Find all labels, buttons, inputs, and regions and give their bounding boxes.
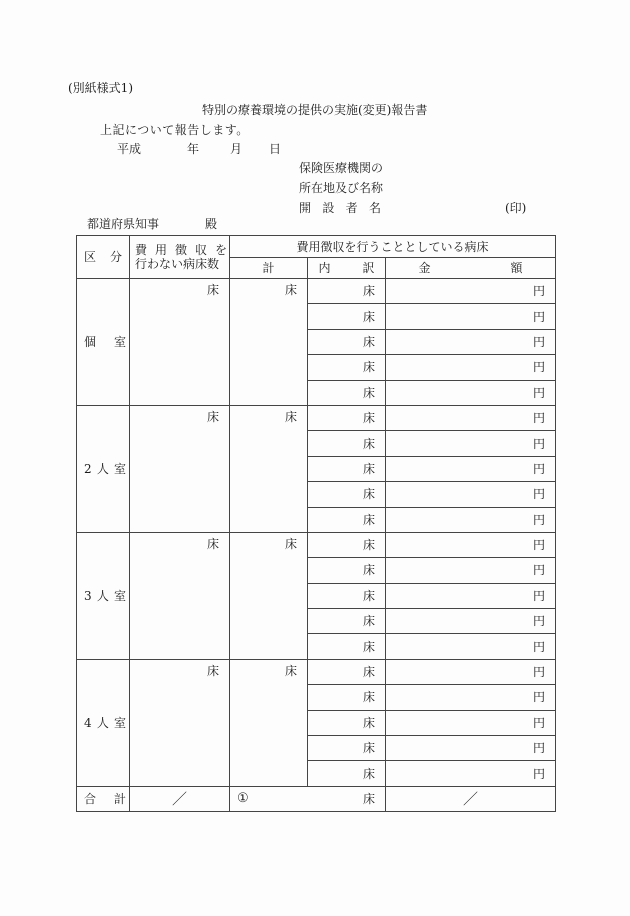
header-total: 計 [230, 258, 308, 279]
date-era-label: 平成 [117, 142, 142, 156]
breakdown-cell: 床 [308, 685, 386, 710]
amount-cell: 円 [386, 431, 556, 456]
date-day-label: 日 [269, 142, 282, 156]
amount-cell: 円 [386, 609, 556, 634]
addressee-honorific: 殿 [205, 217, 218, 231]
header-category: 区分 [77, 236, 130, 279]
addressee-title: 都道府県知事 [87, 217, 160, 231]
amount-cell: 円 [386, 583, 556, 608]
breakdown-cell: 床 [308, 405, 386, 430]
institution-line2: 所在地及び名称 [299, 181, 384, 195]
amount-cell: 円 [386, 558, 556, 583]
amount-cell: 円 [386, 355, 556, 380]
amount-cell: 円 [386, 329, 556, 354]
form-number: (別紙様式1) [68, 81, 133, 95]
category-cell-2person: 2人室 [77, 405, 130, 532]
bed-charge-table [76, 235, 556, 812]
breakdown-cell: 床 [308, 736, 386, 761]
amount-cell: 円 [386, 482, 556, 507]
amount-cell: 円 [386, 659, 556, 684]
breakdown-cell: 床 [308, 482, 386, 507]
seal-mark: (印) [505, 201, 527, 215]
amount-cell: 円 [386, 456, 556, 481]
amount-cell: 円 [386, 532, 556, 557]
no-charge-beds-cell: 床 [130, 659, 230, 786]
breakdown-cell: 床 [308, 456, 386, 481]
breakdown-cell: 床 [308, 532, 386, 557]
breakdown-cell: 床 [308, 355, 386, 380]
header-charge-group: 費用徴収を行うこととしている病床 [230, 236, 556, 258]
no-charge-beds-cell: 床 [130, 405, 230, 532]
breakdown-cell: 床 [308, 659, 386, 684]
header-breakdown: 内訳 [308, 258, 386, 279]
category-cell-4person: 4人室 [77, 659, 130, 786]
category-cell-private: 個室 [77, 279, 130, 406]
breakdown-cell: 床 [308, 329, 386, 354]
breakdown-cell: 床 [308, 761, 386, 786]
header-no-charge-line2: 行わない病床数 [135, 257, 220, 271]
header-no-charge-line1: 費用徴収を [135, 243, 227, 257]
breakdown-cell: 床 [308, 507, 386, 532]
breakdown-cell: 床 [308, 558, 386, 583]
breakdown-cell: 床 [308, 380, 386, 405]
total-beds-cell: 床 [230, 659, 308, 786]
grand-total-cell [230, 786, 386, 811]
breakdown-cell: 床 [308, 634, 386, 659]
amount-cell: 円 [386, 685, 556, 710]
header-amount: 金額 [386, 258, 556, 279]
no-charge-beds-cell: 床 [130, 279, 230, 406]
no-charge-beds-cell: 床 [130, 532, 230, 659]
total-beds-cell: 床 [230, 279, 308, 406]
total-row-label: 合計 [77, 786, 130, 811]
breakdown-cell: 床 [308, 279, 386, 304]
amount-cell: 円 [386, 304, 556, 329]
form-title: 特別の療養環境の提供の実施(変更)報告書 [202, 103, 428, 117]
circle-one-mark: ① [237, 790, 249, 806]
amount-cell: 円 [386, 279, 556, 304]
amount-cell: 円 [386, 380, 556, 405]
date-year-label: 年 [187, 142, 200, 156]
date-month-label: 月 [230, 142, 243, 156]
amount-cell: 円 [386, 761, 556, 786]
grand-total-bed-unit: 床 [362, 791, 375, 806]
breakdown-cell: 床 [308, 431, 386, 456]
institution-line1: 保険医療機関の [299, 161, 384, 175]
total-beds-cell: 床 [230, 405, 308, 532]
breakdown-cell: 床 [308, 710, 386, 735]
breakdown-cell: 床 [308, 304, 386, 329]
breakdown-cell: 床 [308, 609, 386, 634]
declaration-text: 上記について報告します。 [100, 123, 249, 137]
total-no-charge-slash: ／ [130, 786, 230, 811]
total-beds-cell: 床 [230, 532, 308, 659]
date-line [117, 142, 281, 156]
amount-cell: 円 [386, 710, 556, 735]
category-cell-3person: 3人室 [77, 532, 130, 659]
breakdown-cell: 床 [308, 583, 386, 608]
amount-cell: 円 [386, 405, 556, 430]
institution-line3: 開設者名 [299, 201, 381, 215]
header-no-charge-beds [130, 236, 230, 279]
amount-cell: 円 [386, 507, 556, 532]
amount-cell: 円 [386, 736, 556, 761]
total-amount-slash: ／ [386, 786, 556, 811]
amount-cell: 円 [386, 634, 556, 659]
